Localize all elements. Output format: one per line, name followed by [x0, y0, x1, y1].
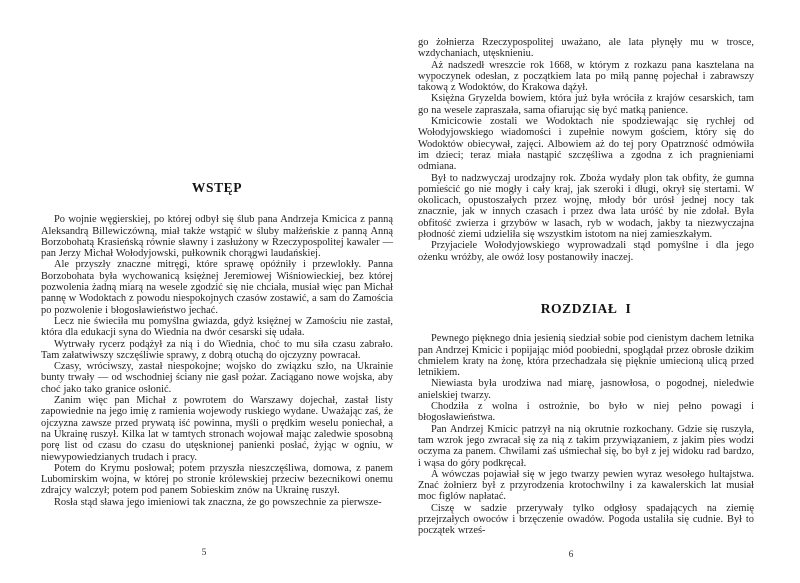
paragraph: Czasy, wróciwszy, zastał niespokojne; wojsko do związku szło, na Ukrainie bunty trwały — od wschodniej ściany nie gasł pożar. Zaciągano nowe wojska, aby choć jako tako granice osłonić. [41, 361, 393, 395]
paragraph: Lecz nie świeciła mu pomyślna gwiazda, gdyż księżnej w Zamościu nie zastał, która dla edukacji syna do Wiednia na dwór cesarski się udała. [41, 315, 393, 339]
paragraph: Kmicicowie zostali we Wodoktach nie spodziewając się rychłej od Wołodyjowskiego wiadomości i zupełnie nowym gościem, który się do Wodoktów obiecywał, zajęci. Albowiem aż do tej pory Opatrzność odmówiła im dzieci; teraz miała nastąpić szczęśliwa a zgodna z ich pragnieniami odmiana. [418, 116, 754, 173]
paragraph: Ciszę w sadzie przerywały tylko odgłosy spadających na ziemię przejrzałych owoców i brzęczenie owadów. Pogoda ustaliła się cudnie. Był to początek wrześ- [418, 502, 754, 537]
paragraph: Niewiasta była urodziwa nad miarę, jasnowłosa, o pogodnej, nieledwie anielskiej twarzy. [418, 378, 754, 401]
heading-rozdzial-1: ROZDZIAŁ I [540, 300, 632, 316]
paragraph: Rosła stąd sława jego imieniowi tak znaczna, że go powszechnie za pierwsze- [54, 496, 382, 508]
paragraph: Pan Andrzej Kmicic patrzył na nią okrutnie rozkochany. Gdzie się ruszyła, tam wzrok jego zwracał się za nią z takim przywiązaniem, z jakim pies wodzi oczyma za panem. Chwilami zaś uśmiechał się, bo był z jej widoku rad bardzo, i wąsa do góry podkręcał. [418, 423, 754, 469]
page-left [41, 180, 393, 558]
paragraph: Zanim więc pan Michał z powrotem do Warszawy dojechał, zastał listy zapowiednie na jego imię z ramienia wojewody ruskiego wydane. Uważając zaś, że ojczyzna zawsze przed prywatą iść powinna, myśli o prędkim weselu poniechał, a na Ukrainę ruszył. Kilka lat w tamtych stronach wojował mając zaledwie sposobną porę list od czasu do czasu do utęsknionej panienki posłać, żyjąc w ogniu, w niewypowiedzianych trudach i pracy. [41, 395, 393, 463]
paragraph: Pewnego pięknego dnia jesienią siedział sobie pod cienistym dachem letnika pan Andrzej Kmicic i popijając miód poobiedni, spoglądał przez obrosłe dzikim chmielem kraty na żonę, która przechadzała się pięknie umiecioną ulicą przed letnikiem. [418, 333, 754, 379]
paragraph: Po wojnie węgierskiej, po której odbył się ślub pana Andrzeja Kmicica z panną Aleksandrą Billewiczówną, miał także wstąpić w śluby małżeńskie z panną Anną Borzobohatą Krasieńską równie sławny i zasłużony w Rzeczypospolitej kawaler — pan Jerzy Michał Wołodyjowski, pułkownik chorągwi laudańskiej. [41, 214, 393, 260]
paragraph: Księżna Gryzelda bowiem, która już była wróciła z krajów cesarskich, tam go na wesele zapraszała, sama ofiarując się być matką panience. [418, 93, 754, 116]
paragraph: Przyjaciele Wołodyjowskiego wyprowadzali stąd pomyślne i dla jego ożenku wróżby, ale owóż losy postanowiły inaczej. [418, 240, 754, 263]
heading-wstep: WSTĘP [191, 180, 243, 195]
paragraph: Ale przyszły znaczne mitręgi, które sprawę opóźniły i przewlokły. Panna Borzobohata była wychowanicą księżnej Jeremiowej Wiśniowieckiej, bez której pozwolenia żadną miarą na wesele zgodzić się nie chciała, musiał więc pan Michał pannę w Wodoktach z powodu niespokojnych czasów zostawić, a sam do Zamościa po pozwolenie i błogosławieństwo jechać. [41, 259, 393, 316]
page-number-left: 5 [201, 548, 207, 558]
paragraph: Aż nadszedł wreszcie rok 1668, w którym z rozkazu pana kasztelana na wypoczynek odesłan, z początkiem lata po miłą pannę pojechał i zabrawszy takową z Wodoktów, do Krakowa dążył. [418, 59, 754, 94]
page-right [418, 37, 754, 560]
paragraph: Wytrwały rycerz podążył za nią i do Wiednia, choć to mu siła czasu zabrało. Tam załatwiwszy szczęśliwie sprawy, z dobrą otuchą do ojczyzny powracał. [41, 338, 393, 361]
paragraph-continuation: go żołnierza Rzeczypospolitej uważano, ale lata płynęły mu w trosce, wzdychaniach, utęsknieniu. [418, 37, 754, 60]
paragraph: Chodziła z wolna i ostrożnie, bo było w niej pełno powagi i błogosławieństwa. [418, 401, 754, 424]
paragraph: A wówczas pojawiał się w jego twarzy pewien wyraz wesołego hultajstwa. Znać żołnierz był z przyrodzenia krotochwilny i za kawalerskich lat musiał moc figlów napłatać. [418, 468, 754, 503]
page-number-right: 6 [568, 550, 574, 560]
paragraph: Potem do Krymu posłował; potem przyszła nieszczęśliwa, domowa, z panem Lubomirskim wojna, w której po stronie królewskiej przeciw bezecnikowi onemu zdrajcy walczył; potem pod panem Sobieskim znów na Ukrainę ruszył. [41, 462, 393, 497]
paragraph: Był to nadzwyczaj urodzajny rok. Zboża wydały plon tak obfity, że gumna pomieścić go nie mogły i cały kraj, jak szeroki i długi, okrył się stertami. W okolicach, opustoszałych przez wojnę, młody bór urósł jednej nocy tak znacznie, jak w innych czasach i przez dwa lata uróść by nie zdołał. Była obfitość zwierza i grzybów w lasach, ryb w wodach, jakby ta niezwyczajna płodność ziemi udzieliła się wszystkim istotom na niej zamieszkałym. [418, 172, 754, 241]
